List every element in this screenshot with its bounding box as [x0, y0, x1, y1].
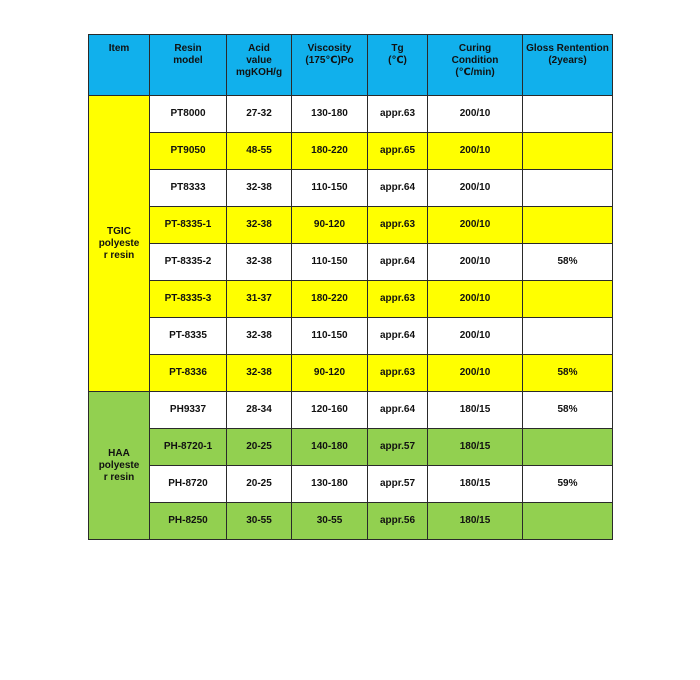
cell-model: PT-8335-1	[150, 207, 227, 244]
cell-gloss	[523, 96, 613, 133]
cell-viscosity: 180-220	[292, 281, 368, 318]
cell-curing: 200/10	[428, 355, 523, 392]
table-row	[89, 318, 613, 355]
resin-specification-table	[88, 34, 613, 540]
table-row	[89, 170, 613, 207]
header-viscosity: Viscosity (175℃)Po	[292, 35, 368, 96]
cell-acid: 32-38	[227, 318, 292, 355]
cell-model: PH-8250	[150, 503, 227, 540]
cell-gloss	[523, 318, 613, 355]
header-resin-model: Resin model	[150, 35, 227, 96]
cell-model: PH-8720-1	[150, 429, 227, 466]
cell-curing: 180/15	[428, 503, 523, 540]
cell-gloss: 59%	[523, 466, 613, 503]
table-header-row	[89, 35, 613, 96]
header-gloss-retention: Gloss Rentention (2years)	[523, 35, 613, 96]
cell-tg: appr.64	[368, 318, 428, 355]
cell-tg: appr.63	[368, 96, 428, 133]
table-row	[89, 355, 613, 392]
table-row	[89, 244, 613, 281]
cell-curing: 200/10	[428, 281, 523, 318]
cell-viscosity: 130-180	[292, 466, 368, 503]
table-row	[89, 133, 613, 170]
cell-tg: appr.64	[368, 392, 428, 429]
cell-curing: 180/15	[428, 392, 523, 429]
cell-model: PT9050	[150, 133, 227, 170]
cell-curing: 180/15	[428, 429, 523, 466]
cell-curing: 180/15	[428, 466, 523, 503]
cell-acid: 32-38	[227, 244, 292, 281]
cell-viscosity: 110-150	[292, 318, 368, 355]
cell-acid: 31-37	[227, 281, 292, 318]
cell-curing: 200/10	[428, 318, 523, 355]
cell-viscosity: 30-55	[292, 503, 368, 540]
cell-acid: 48-55	[227, 133, 292, 170]
cell-tg: appr.63	[368, 207, 428, 244]
cell-tg: appr.64	[368, 244, 428, 281]
table-row	[89, 429, 613, 466]
cell-gloss	[523, 207, 613, 244]
table-row	[89, 281, 613, 318]
cell-tg: appr.63	[368, 281, 428, 318]
cell-viscosity: 110-150	[292, 244, 368, 281]
table-row	[89, 96, 613, 133]
cell-viscosity: 90-120	[292, 207, 368, 244]
cell-tg: appr.64	[368, 170, 428, 207]
cell-curing: 200/10	[428, 170, 523, 207]
cell-model: PT-8335-2	[150, 244, 227, 281]
cell-tg: appr.63	[368, 355, 428, 392]
cell-acid: 30-55	[227, 503, 292, 540]
cell-gloss	[523, 170, 613, 207]
cell-viscosity: 90-120	[292, 355, 368, 392]
cell-viscosity: 180-220	[292, 133, 368, 170]
header-tg: Tg (℃)	[368, 35, 428, 96]
cell-acid: 32-38	[227, 170, 292, 207]
table-row	[89, 466, 613, 503]
cell-model: PT8333	[150, 170, 227, 207]
cell-acid: 20-25	[227, 466, 292, 503]
cell-acid: 32-38	[227, 207, 292, 244]
cell-gloss: 58%	[523, 244, 613, 281]
cell-model: PH-8720	[150, 466, 227, 503]
header-acid-value: Acid value mgKOH/g	[227, 35, 292, 96]
header-curing-condition: Curing Condition (℃/min)	[428, 35, 523, 96]
table-row	[89, 503, 613, 540]
cell-acid: 32-38	[227, 355, 292, 392]
cell-gloss	[523, 429, 613, 466]
table-row	[89, 207, 613, 244]
cell-gloss: 58%	[523, 392, 613, 429]
table-row	[89, 392, 613, 429]
cell-acid: 20-25	[227, 429, 292, 466]
cell-gloss	[523, 281, 613, 318]
table-body	[89, 96, 613, 540]
cell-tg: appr.57	[368, 429, 428, 466]
cell-model: PT-8335-3	[150, 281, 227, 318]
cell-model: PH9337	[150, 392, 227, 429]
cell-viscosity: 140-180	[292, 429, 368, 466]
cell-curing: 200/10	[428, 133, 523, 170]
cell-viscosity: 120-160	[292, 392, 368, 429]
cell-gloss: 58%	[523, 355, 613, 392]
cell-gloss	[523, 503, 613, 540]
cell-tg: appr.65	[368, 133, 428, 170]
cell-viscosity: 130-180	[292, 96, 368, 133]
cell-curing: 200/10	[428, 96, 523, 133]
cell-tg: appr.57	[368, 466, 428, 503]
cell-model: PT-8336	[150, 355, 227, 392]
group-label-cell: TGIC polyeste r resin	[89, 96, 150, 392]
cell-curing: 200/10	[428, 207, 523, 244]
header-item: Item	[89, 35, 150, 96]
cell-curing: 200/10	[428, 244, 523, 281]
cell-model: PT8000	[150, 96, 227, 133]
cell-gloss	[523, 133, 613, 170]
cell-viscosity: 110-150	[292, 170, 368, 207]
cell-acid: 27-32	[227, 96, 292, 133]
cell-tg: appr.56	[368, 503, 428, 540]
cell-model: PT-8335	[150, 318, 227, 355]
cell-acid: 28-34	[227, 392, 292, 429]
group-label-cell: HAA polyeste r resin	[89, 392, 150, 540]
